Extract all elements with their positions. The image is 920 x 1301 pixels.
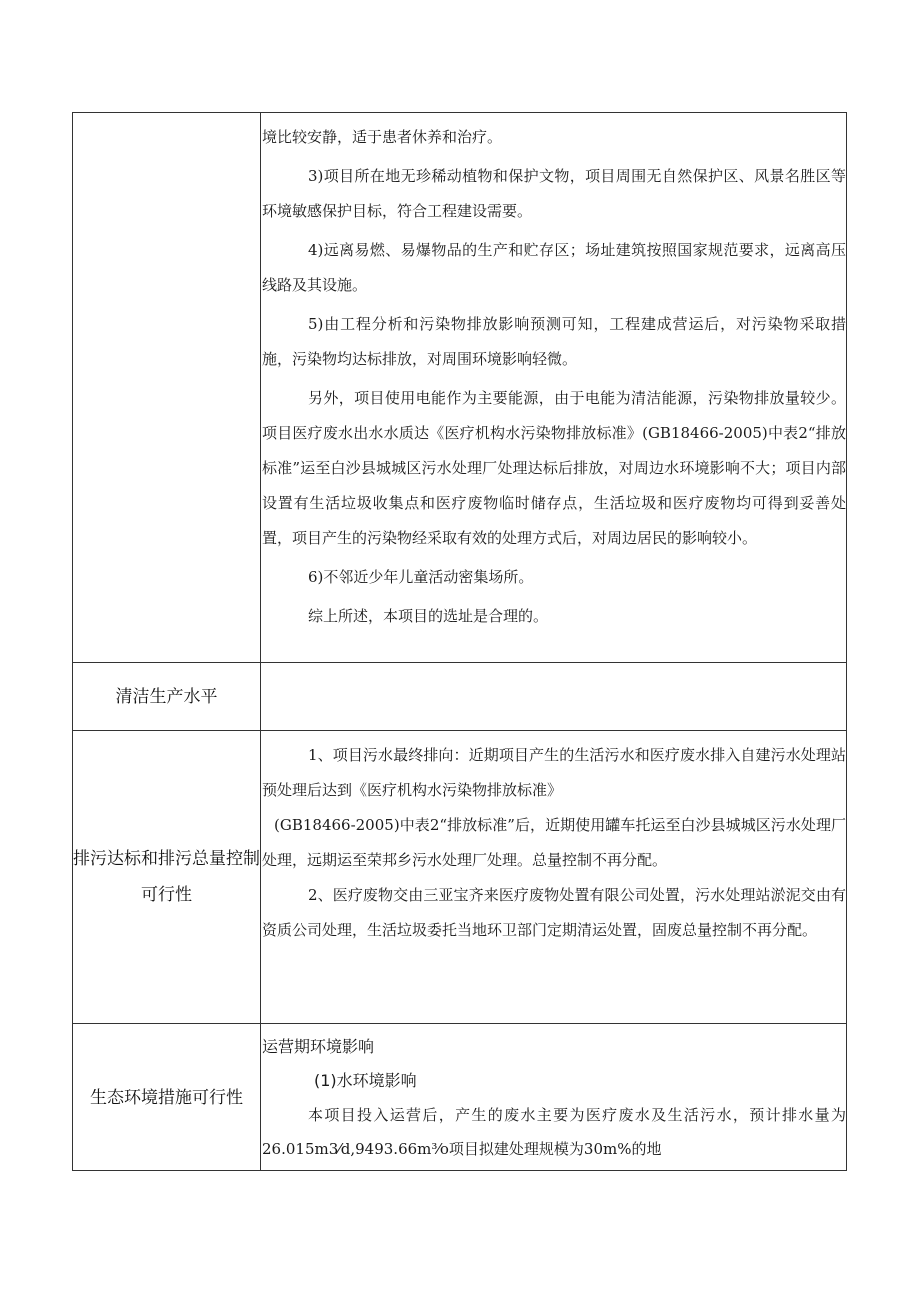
emission-control-cell <box>262 738 846 1022</box>
emission-control-label: 排污达标和排污总量控制可行性 <box>73 849 260 905</box>
paragraph: 6)不邻近少年儿童活动密集场所。 <box>308 568 534 586</box>
ecology-measures-label: 生态环境措施可行性 <box>90 1087 243 1108</box>
paragraph: 另外，项目使用电能作为主要能源，由于电能为清洁能源，污染物排放量较少。项目医疗废水出水水质达《医疗机构水污染物排放标准》(GB18466-2005)中表2“排放标准”运至白沙县城城区污水处理厂处理达标后排放，对周边水环境影响不大；项目内部设置有生活垃圾收集点和医疗废物临时储存点，生活垃圾和医疗废物均可得到妥善处置，项目产生的污染物经采取有效的处理方式后，对周边居民的影响较小。 <box>262 389 846 547</box>
site-rationale-cell <box>262 120 846 661</box>
section-heading: 运营期环境影响 <box>262 1037 375 1056</box>
paragraph: 5)由工程分析和污染物排放影响预测可知，工程建成营运后，对污染物采取措施，污染物均达标排放，对周围环境影响轻微。 <box>262 315 846 368</box>
paragraph: 综上所述，本项目的选址是合理的。 <box>308 607 549 625</box>
clean-production-label: 清洁生产水平 <box>115 686 218 707</box>
paragraph: 本项目投入运营后，产生的废水主要为医疗废水及生活污水，预计排水量为26.015m3⁄d,9493.66m³⁄o项目拟建处理规模为30m%的地 <box>262 1106 846 1158</box>
paragraph: 2、医疗废物交由三亚宝齐来医疗废物处置有限公司处置，污水处理站淤泥交由有资质公司处理，生活垃圾委托当地环卫部门定期清运处置，固废总量控制不再分配。 <box>262 886 846 939</box>
paragraph: 1、项目污水最终排向：近期项目产生的生活污水和医疗废水排入自建污水处理站预处理后达到《医疗机构水污染物排放标准》 <box>262 746 846 799</box>
paragraph: 4)远离易燃、易爆物品的生产和贮存区；场址建筑按照国家规范要求，远离高压线路及其设施。 <box>262 241 846 294</box>
paragraph: (GB18466-2005)中表2“排放标准”后，近期使用罐车托运至白沙县城城区污水处理厂处理，远期运至荣邦乡污水处理厂处理。总量控制不再分配。 <box>262 816 846 869</box>
ecology-measures-cell <box>262 1030 846 1170</box>
section-subheading: (1)水环境影响 <box>314 1071 417 1090</box>
paragraph: 境比较安静，适于患者休养和治疗。 <box>262 128 503 146</box>
clean-production-cell <box>262 663 846 730</box>
column-divider <box>260 112 261 1171</box>
paragraph: 3)项目所在地无珍稀动植物和保护文物，项目周围无自然保护区、风景名胜区等环境敏感保护目标，符合工程建设需要。 <box>262 167 846 220</box>
